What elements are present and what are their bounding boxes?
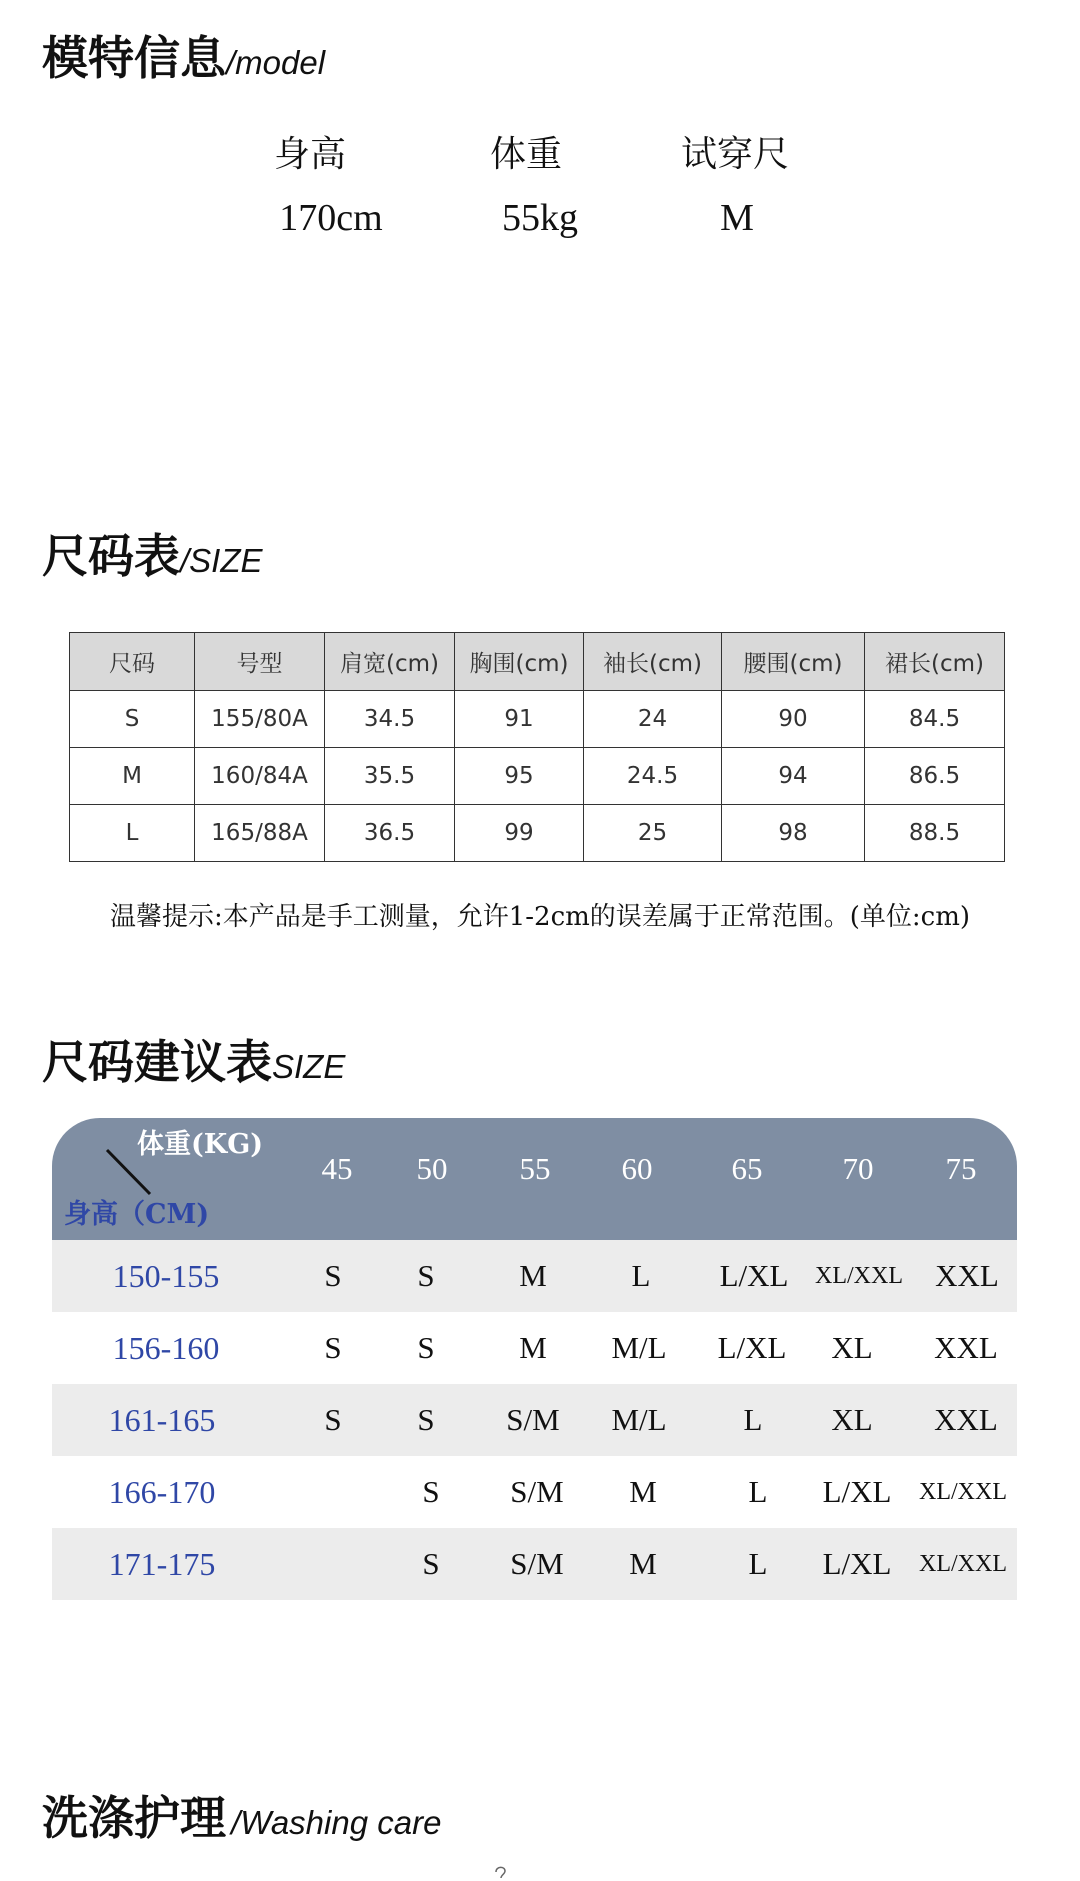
size-suggestion: S xyxy=(417,1330,435,1365)
size-suggestion: XL xyxy=(831,1330,873,1365)
size-cell: 155/80A xyxy=(195,691,325,748)
height-range: 171-175 xyxy=(108,1546,216,1582)
height-range: 161-165 xyxy=(108,1402,216,1438)
model-label-weight: 体重 xyxy=(489,134,563,175)
size-cell: 24.5 xyxy=(584,748,722,805)
weight-header: 50 xyxy=(416,1151,448,1186)
height-range: 166-170 xyxy=(108,1474,216,1510)
size-header-cell: 裙长(cm) xyxy=(865,633,1005,691)
size-suggestion: XL/XXL xyxy=(919,1551,1007,1577)
recommend-title-en: SIZE xyxy=(272,1048,346,1085)
weight-header: 70 xyxy=(842,1151,874,1186)
size-table xyxy=(69,632,1005,862)
size-suggestion: M/L xyxy=(611,1402,667,1437)
size-suggestion: M xyxy=(629,1474,657,1509)
model-value-size: M xyxy=(720,197,754,239)
size-suggestion: S xyxy=(324,1330,342,1365)
size-suggestion: L/XL xyxy=(717,1330,787,1365)
size-header-cell: 胸围(cm) xyxy=(455,633,584,691)
size-header-cell: 腰围(cm) xyxy=(722,633,865,691)
weight-header: 45 xyxy=(321,1151,353,1186)
size-suggestion: S xyxy=(417,1258,435,1293)
height-range: 156-160 xyxy=(112,1330,220,1366)
recommend-header xyxy=(52,1118,1017,1240)
size-cell: 160/84A xyxy=(195,748,325,805)
model-value-height: 170cm xyxy=(279,197,383,239)
size-suggestion: XXL xyxy=(935,1258,999,1293)
size-suggestion: XXL xyxy=(934,1402,998,1437)
model-label-size: 试穿尺 xyxy=(680,134,790,175)
size-cell: 36.5 xyxy=(325,805,455,862)
size-suggestion: XL xyxy=(831,1402,873,1437)
recommend-row xyxy=(52,1312,1017,1384)
size-suggestion: M xyxy=(629,1546,657,1581)
size-cell: 25 xyxy=(584,805,722,862)
model-value-weight: 55kg xyxy=(502,197,578,239)
size-cell: S xyxy=(70,691,195,748)
recommend-row xyxy=(52,1528,1017,1600)
height-range: 150-155 xyxy=(112,1258,220,1294)
size-suggestion: L/XL xyxy=(822,1474,892,1509)
recommend-section-title xyxy=(42,1026,345,1092)
model-info xyxy=(0,120,1080,250)
size-suggestion: XXL xyxy=(934,1330,998,1365)
size-header-cell: 尺码 xyxy=(70,633,195,691)
size-section-title xyxy=(42,520,263,586)
size-suggestion: S xyxy=(324,1258,342,1293)
size-recommendation-table xyxy=(52,1118,1017,1600)
weight-header: 75 xyxy=(945,1151,977,1186)
size-suggestion: S xyxy=(417,1402,435,1437)
size-suggestion: M/L xyxy=(611,1330,667,1365)
size-table-row xyxy=(70,691,1005,748)
size-cell: L xyxy=(70,805,195,862)
washing-title-zh: 洗涤护理 xyxy=(42,1791,226,1845)
size-cell: 165/88A xyxy=(195,805,325,862)
size-header-cell: 袖长(cm) xyxy=(584,633,722,691)
size-suggestion: L xyxy=(743,1402,763,1437)
size-table-header xyxy=(70,633,1005,691)
washing-section-title xyxy=(42,1782,441,1848)
size-suggestion: L/XL xyxy=(822,1546,892,1581)
weight-header: 60 xyxy=(621,1151,653,1186)
size-table-row xyxy=(70,748,1005,805)
washing-title-en: /Washing care xyxy=(231,1804,442,1841)
size-cell: 94 xyxy=(722,748,865,805)
size-cell: 84.5 xyxy=(865,691,1005,748)
size-title-en: /SIZE xyxy=(180,542,263,579)
size-suggestion: L xyxy=(748,1546,768,1581)
size-cell: 98 xyxy=(722,805,865,862)
hanger-hook-icon xyxy=(492,1864,510,1881)
weight-header: 55 xyxy=(519,1151,551,1186)
size-suggestion: S xyxy=(422,1474,440,1509)
size-cell: 35.5 xyxy=(325,748,455,805)
size-cell: 24 xyxy=(584,691,722,748)
size-cell: 86.5 xyxy=(865,748,1005,805)
size-suggestion: S xyxy=(324,1402,342,1437)
size-suggestion: S/M xyxy=(506,1402,560,1437)
size-cell: 91 xyxy=(455,691,584,748)
recommend-title-zh: 尺码建议表 xyxy=(42,1035,272,1089)
size-suggestion: M xyxy=(519,1330,547,1365)
size-suggestion: M xyxy=(519,1258,547,1293)
size-header-cell: 肩宽(cm) xyxy=(325,633,455,691)
size-title-zh: 尺码表 xyxy=(42,529,180,583)
size-cell: M xyxy=(70,748,195,805)
size-suggestion: XL/XXL xyxy=(815,1263,903,1289)
size-suggestion: L xyxy=(631,1258,651,1293)
measurement-tip: 温馨提示:本产品是手工测量，允许1-2cm的误差属于正常范围。(单位:cm) xyxy=(109,902,971,932)
size-cell: 95 xyxy=(455,748,584,805)
size-suggestion: L xyxy=(748,1474,768,1509)
model-title-en: /model xyxy=(226,44,326,81)
recommend-row xyxy=(52,1384,1017,1456)
weight-header: 65 xyxy=(731,1151,763,1186)
size-table-row xyxy=(70,805,1005,862)
size-suggestion: XL/XXL xyxy=(919,1479,1007,1505)
size-cell: 34.5 xyxy=(325,691,455,748)
size-suggestion: L/XL xyxy=(719,1258,789,1293)
recommend-row xyxy=(52,1456,1017,1528)
corner-weight-label: 体重(KG) xyxy=(137,1129,264,1160)
size-suggestion: S/M xyxy=(510,1474,564,1509)
size-cell: 99 xyxy=(455,805,584,862)
size-suggestion: S/M xyxy=(510,1546,564,1581)
model-label-height: 身高 xyxy=(273,134,347,175)
recommend-row xyxy=(52,1240,1017,1312)
size-cell: 88.5 xyxy=(865,805,1005,862)
model-section-title xyxy=(42,22,325,88)
size-suggestion: S xyxy=(422,1546,440,1581)
size-cell: 90 xyxy=(722,691,865,748)
model-title-zh: 模特信息 xyxy=(42,31,226,85)
corner-height-label: 身高（CM) xyxy=(64,1199,210,1230)
size-header-cell: 号型 xyxy=(195,633,325,691)
